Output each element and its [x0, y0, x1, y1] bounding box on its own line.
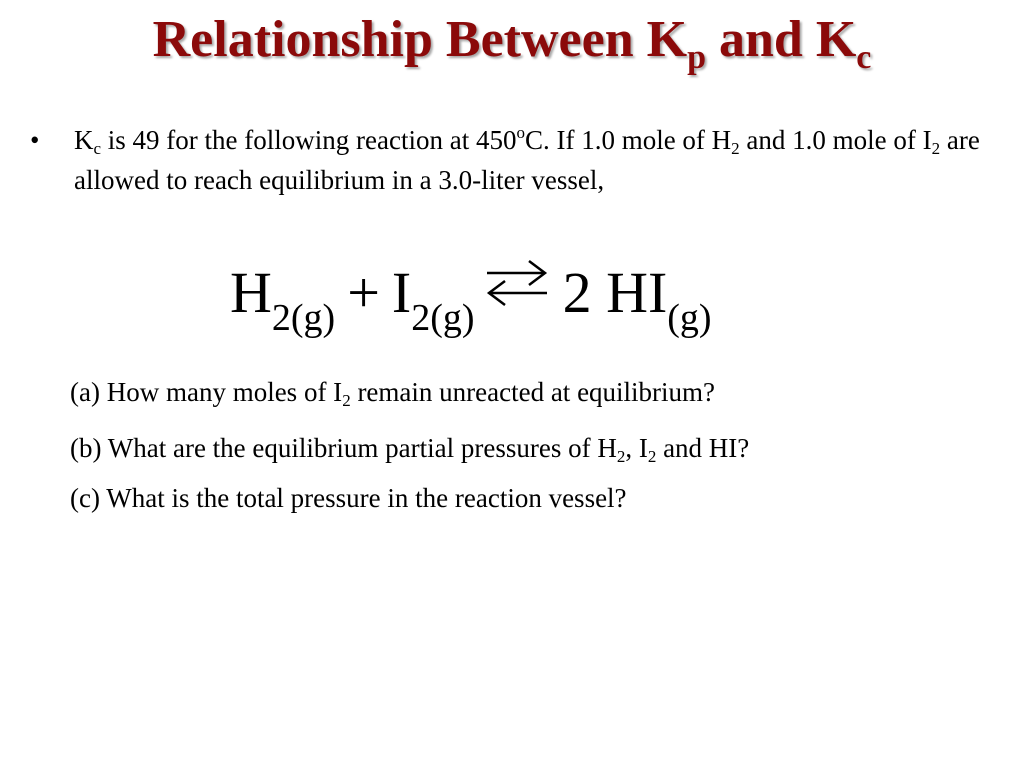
bullet-text-part2: C. If 1.0 mole of H [524, 125, 732, 155]
eq-h-state: (g) [290, 297, 336, 339]
eq-i-state: (g) [430, 297, 475, 339]
question-b-subscript1: 2 [616, 447, 626, 466]
eq-h: H [230, 260, 272, 325]
question-c [70, 480, 1010, 516]
kc-subscript: c [93, 139, 102, 158]
eq-hi-state: (g) [667, 297, 712, 339]
question-b-subscript2: 2 [647, 447, 657, 466]
bullet-text-part4: are allowed to reach equilibrium in a 3.0-liter vessel, [74, 125, 980, 195]
bullet-text-part3: and 1.0 mole of I [739, 125, 932, 155]
title-text-and-k: and K [705, 11, 857, 68]
equilibrium-arrows-icon [481, 255, 553, 327]
eq-coefficient: 2 [562, 260, 592, 325]
question-b-text3: and HI? [656, 433, 750, 463]
eq-i-subscript: 2 [411, 297, 431, 339]
bullet-text [74, 120, 994, 200]
bullet-marker: • [30, 125, 40, 155]
eq-h-subscript: 2 [271, 297, 291, 339]
slide-title [0, 8, 1024, 76]
degree-superscript: o [516, 123, 525, 142]
title-subscript-p: p [687, 39, 706, 76]
reaction-equation [230, 258, 712, 348]
question-b-text1: (b) What are the equilibrium partial pressures of H [70, 433, 617, 463]
eq-i: I [391, 260, 412, 325]
h2-subscript: 2 [731, 139, 740, 158]
kc-symbol: K [74, 125, 94, 155]
question-b [70, 430, 1010, 466]
bullet-text-part1: is 49 for the following reaction at 450 [101, 125, 517, 155]
question-a-text1: (a) How many moles of I [70, 377, 343, 407]
title-text-kp: Relationship Between K [152, 11, 688, 68]
question-a-subscript: 2 [342, 391, 351, 410]
question-a [70, 374, 1010, 410]
eq-plus: + [347, 260, 380, 325]
i2-subscript: 2 [931, 139, 941, 158]
eq-hi: HI [606, 260, 668, 325]
title-subscript-c: c [856, 39, 872, 76]
question-c-text: (c) What is the total pressure in the reaction vessel? [70, 483, 627, 513]
question-b-text2: , I [625, 433, 648, 463]
question-a-text2: remain unreacted at equilibrium? [350, 377, 716, 407]
